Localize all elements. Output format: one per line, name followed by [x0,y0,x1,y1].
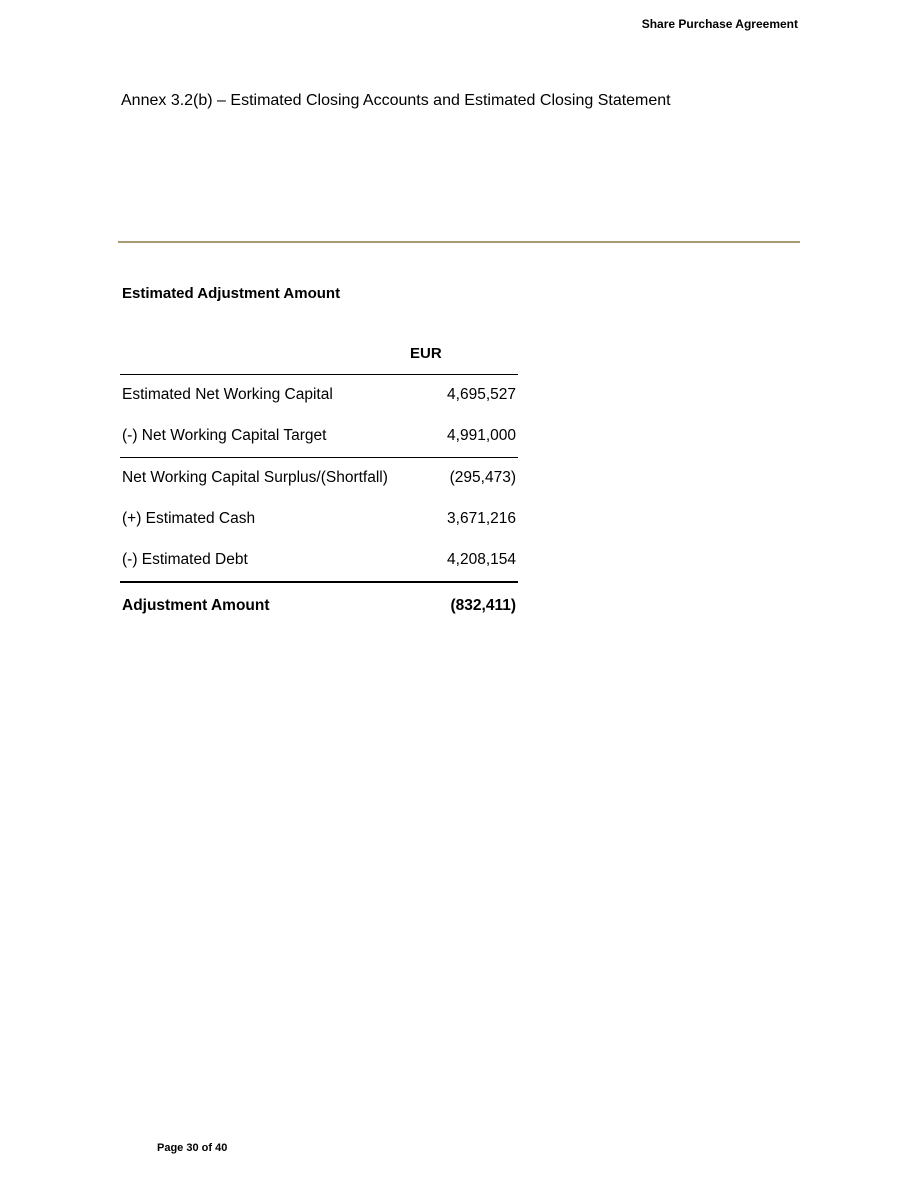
page-number: Page 30 of 40 [157,1142,228,1154]
table-row [120,375,518,416]
row-value: (295,473) [449,469,516,486]
row-label: (+) Estimated Cash [122,510,256,527]
table-row [120,458,518,499]
table-total-row [120,583,518,627]
document-header-title: Share Purchase Agreement [641,17,798,31]
row-label: (-) Estimated Debt [122,551,248,568]
section-title: Estimated Adjustment Amount [122,285,341,302]
row-label: (-) Net Working Capital Target [122,427,327,444]
row-label: Net Working Capital Surplus/(Shortfall) [122,469,388,486]
total-label: Adjustment Amount [122,597,270,614]
row-value: 4,991,000 [447,427,516,444]
table-row [120,499,518,540]
row-label: Estimated Net Working Capital [122,386,333,403]
row-value: 4,695,527 [447,386,516,403]
table-row [120,416,518,458]
table-row [120,540,518,583]
section-divider [118,241,800,243]
adjustment-table [120,336,518,627]
table-header-row [120,336,518,375]
row-value: 4,208,154 [447,551,516,568]
row-value: 3,671,216 [447,510,516,527]
total-value: (832,411) [450,597,516,614]
annex-heading: Annex 3.2(b) – Estimated Closing Accounts and Estimated Closing Statement [121,92,671,109]
currency-header: EUR [410,345,442,362]
